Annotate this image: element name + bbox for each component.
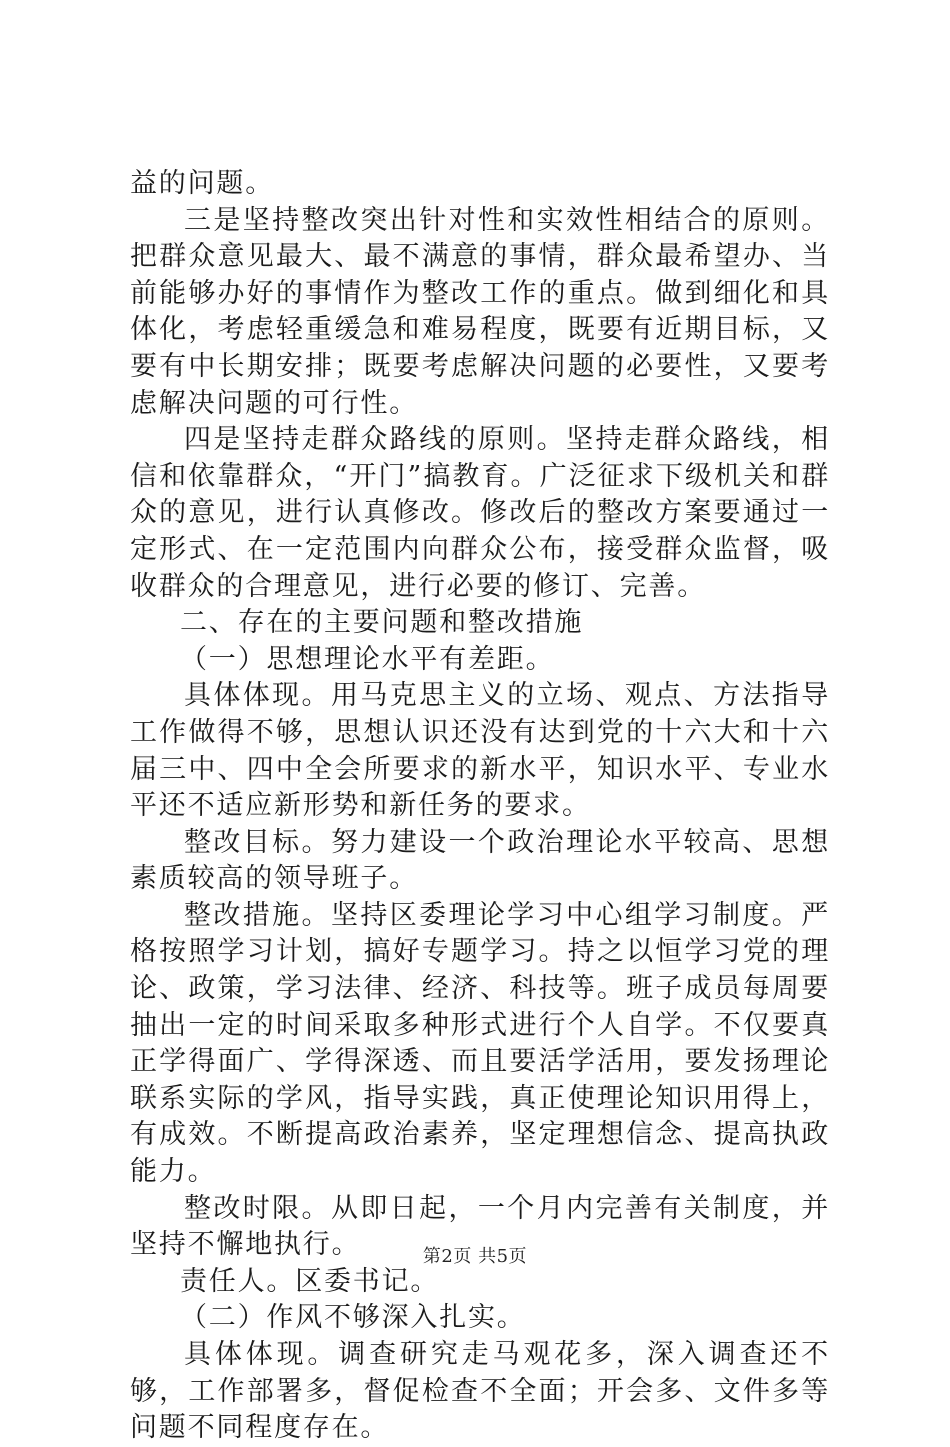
paragraph-theory-deadline: 整改时限。从即日起，一个月内完善有关制度，并坚持不懈地执行。 (130, 1192, 830, 1261)
section-heading-problems: 二、存在的主要问题和整改措施 (180, 607, 584, 639)
paragraph-continuation: 益的问题。 (130, 168, 274, 199)
paragraph-theory-measures: 整改措施。坚持区委理论学习中心组学习制度。严格按照学习计划，搞好专题学习。持之以恒学习党的理论、政策，学习法律、经济、科技等。班子成员每周要抽出一定的时间采取多种形式进行个人自学。不仅要真正学得面广、学得深透、而且要活学活用，要发扬理论联系实际的学风，指导实践，真正使理论知识用得上，有成效。不断提高政治素养，坚定理想信念、提高执政能力。 (130, 899, 830, 1188)
paragraph-theory-responsible: 责任人。区委书记。 (180, 1265, 440, 1297)
paragraph-principle-four: 四是坚持走群众路线的原则。坚持走群众路线，相信和依靠群众，“开门”搞教育。广泛征求下级机关和群众的意见，进行认真修改。修改后的整改方案要通过一定形式、在一定范围内向群众公布，接受群众监督，吸收群众的合理意见，进行必要的修订、完善。 (130, 424, 830, 602)
subsection-heading-theory: （一）思想理论水平有差距。 (180, 643, 555, 675)
page-number-footer: 第2页 共5页 (422, 1246, 528, 1267)
paragraph-style-manifestation: 具体体现。调查研究走马观花多，深入调查还不够，工作部署多，督促检查不全面；开会多、文件多等问题不同程度存在。 (130, 1339, 830, 1444)
paragraph-theory-manifestation: 具体体现。用马克思主义的立场、观点、方法指导工作做得不够，思想认识还没有达到党的十六大和十六届三中、四中全会所要求的新水平，知识水平、专业水平还不适应新形势和新任务的要求。 (130, 680, 830, 822)
paragraph-principle-three: 三是坚持整改突出针对性和实效性相结合的原则。把群众意见最大、最不满意的事情，群众最希望办、当前能够办好的事情作为整改工作的重点。做到细化和具体化，考虑轻重缓急和难易程度，既要有近期目标，又要有中长期安排；既要考虑解决问题的必要性，又要考虑解决问题的可行性。 (130, 204, 830, 419)
paragraph-theory-goal: 整改目标。努力建设一个政治理论水平较高、思想素质较高的领导班子。 (130, 826, 830, 895)
subsection-heading-style: （二）作风不够深入扎实。 (180, 1302, 526, 1334)
